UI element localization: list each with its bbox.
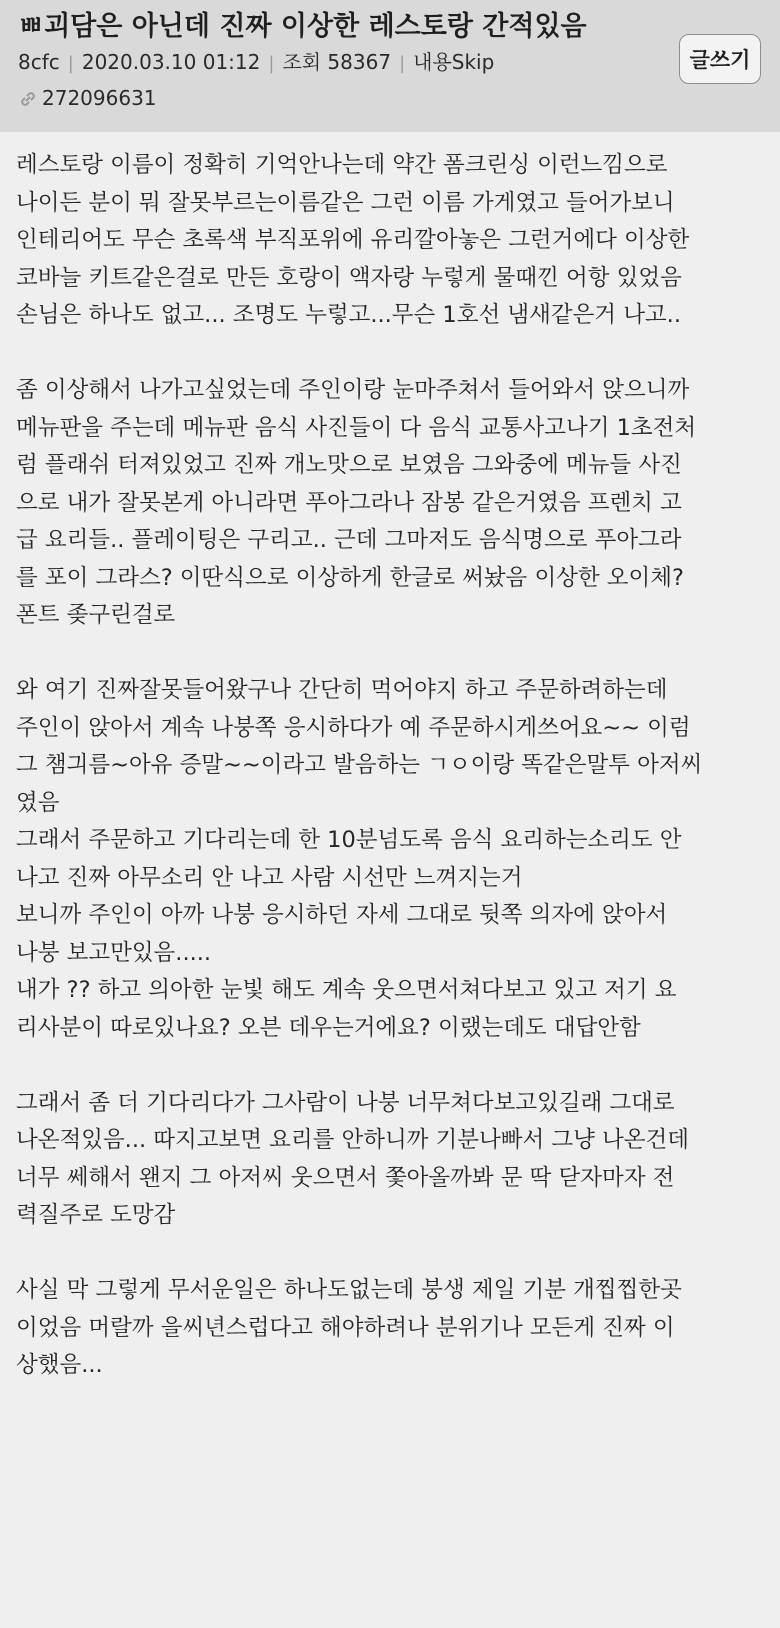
post-paragraph xyxy=(16,672,772,1047)
post-link-row[interactable] xyxy=(18,84,157,112)
meta-divider: | xyxy=(67,53,74,74)
post-title: ㅃ괴담은 아닌데 진짜 이상한 레스토랑 간적있음 xyxy=(18,11,587,42)
paragraph-line: 나붕 보고만있음..... xyxy=(16,939,212,966)
paragraph-line: 급 요리들.. 플레이팅은 구리고.. 근데 그마저도 음식명으로 푸아그라 xyxy=(16,527,682,553)
paragraph-line: 나고 진짜 아무소리 안 나고 사람 시선만 느껴지는거 xyxy=(16,864,523,891)
post-meta xyxy=(18,48,494,78)
paragraph-line: 너무 쎄해서 왠지 그 아저씨 웃으면서 쫓아올까봐 문 딱 닫자마자 전 xyxy=(16,1164,675,1191)
post-header xyxy=(0,0,780,132)
paragraph-line: 그래서 주문하고 기다리는데 한 10분넘도록 음식 요리하는소리도 안 xyxy=(16,827,682,853)
paragraph-line: 였음 xyxy=(16,789,60,816)
paragraph-line: 나이든 분이 뭐 잘못부르는이름같은 그런 이름 가게였고 들어가보니 xyxy=(16,189,675,216)
post-body xyxy=(16,147,772,1422)
post-id[interactable]: 272096631 xyxy=(42,86,157,110)
post-paragraph xyxy=(16,1272,772,1385)
paragraph-line: 주인이 앉아서 계속 나붕쪽 응시하다가 예 주문하시게쓰어요~~ 이럼 xyxy=(16,714,691,741)
paragraph-line: 력질주로 도망감 xyxy=(16,1202,176,1228)
link-icon xyxy=(18,88,38,108)
paragraph-line: 보니까 주인이 아까 나붕 응시하던 자세 그대로 뒷쪽 의자에 앉아서 xyxy=(16,902,668,928)
paragraph-line: 손님은 하나도 없고... 조명도 누렇고...무슨 1호선 냄새같은거 나고.. xyxy=(16,302,681,328)
paragraph-line: 이었음 머랄까 을씨년스럽다고 해야하려나 분위기나 모든게 진짜 이 xyxy=(16,1314,675,1341)
paragraph-line: 리사분이 따로있나요? 오븐 데우는거에요? 이랬는데도 대답안함 xyxy=(16,1014,641,1041)
paragraph-line: 으로 내가 잘못본게 아니라면 푸아그라나 잠봉 같은거였음 프렌치 고 xyxy=(16,489,682,516)
paragraph-line: 좀 이상해서 나가고싶었는데 주인이랑 눈마주쳐서 들어와서 앉으니까 xyxy=(16,377,690,403)
author-name[interactable]: 8cfc xyxy=(18,50,60,74)
meta-divider: | xyxy=(268,53,275,74)
post-paragraph xyxy=(16,372,772,635)
paragraph-line: 레스토랑 이름이 정확히 기억안나는데 약간 폼크린싱 이런느낌으로 xyxy=(16,152,668,178)
paragraph-line: 사실 막 그렇게 무서운일은 하나도없는데 붕생 제일 기분 개찝찝한곳 xyxy=(16,1277,682,1303)
paragraph-line: 상했음... xyxy=(16,1352,103,1378)
paragraph-line: 메뉴판을 주는데 메뉴판 음식 사진들이 다 음식 교통사고나기 1초전처 xyxy=(16,414,697,441)
write-post-button[interactable]: 글쓰기 xyxy=(679,34,761,84)
paragraph-line: 인테리어도 무슨 초록색 부직포위에 유리깔아놓은 그런거에다 이상한 xyxy=(16,227,690,253)
post-paragraph xyxy=(16,1085,772,1235)
post-datetime: 2020.03.10 01:12 xyxy=(81,50,261,74)
paragraph-line: 와 여기 진짜잘못들어왔구나 간단히 먹어야지 하고 주문하려하는데 xyxy=(16,677,668,703)
paragraph-line: 코바늘 키트같은걸로 만든 호랑이 액자랑 누렇게 물때낀 어항 있었음 xyxy=(16,264,682,291)
view-count: 조회 58367 xyxy=(282,50,392,74)
paragraph-line: 나온적있음... 따지고보면 요리를 안하니까 기분나빠서 그냥 나온건데 xyxy=(16,1127,689,1153)
paragraph-line: 그래서 좀 더 기다리다가 그사람이 나붕 너무쳐다보고있길래 그대로 xyxy=(16,1089,675,1116)
meta-divider: | xyxy=(399,53,406,74)
paragraph-line: 럼 플래쉬 터져있었고 진짜 개노맛으로 보였음 그와중에 메뉴들 사진 xyxy=(16,452,682,478)
paragraph-line: 내가 ?? 하고 의아한 눈빛 해도 계속 웃으면서쳐다보고 있고 저기 요 xyxy=(16,977,677,1003)
skip-content-link[interactable]: 내용Skip xyxy=(413,50,495,74)
paragraph-line: 그 챔긔름~아유 증말~~이라고 발음하는 ㄱㅇ이랑 똑같은말투 아저씨 xyxy=(16,752,703,778)
paragraph-line: 폰트 좆구린걸로 xyxy=(16,602,176,628)
post-paragraph xyxy=(16,147,772,335)
paragraph-line: 를 포이 그라스? 이딴식으로 이상하게 한글로 써놨음 이상한 오이체? xyxy=(16,564,684,591)
